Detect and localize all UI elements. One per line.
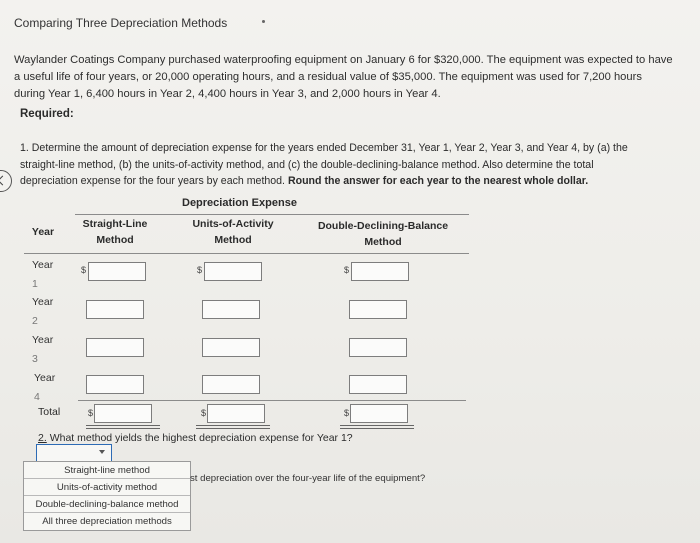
input-total-sl[interactable] xyxy=(94,404,152,423)
dropdown-option-units-of-activity[interactable]: Units-of-activity method xyxy=(24,479,190,496)
row-label-year-1 xyxy=(32,256,53,294)
currency-symbol-total-ddb: $ xyxy=(344,408,350,418)
input-ddb-year-4[interactable] xyxy=(349,375,407,394)
row-label-year-2-num: 2 xyxy=(32,315,38,327)
required-label: Required: xyxy=(20,108,74,120)
total-label: Total xyxy=(38,406,61,418)
row-label-year-3 xyxy=(32,331,53,369)
page-title: Comparing Three Depreciation Methods xyxy=(14,16,228,30)
row-label-year-3-num: 3 xyxy=(32,353,38,365)
input-ua-year-3[interactable] xyxy=(202,338,260,357)
currency-symbol-total-sl: $ xyxy=(88,408,94,418)
question-1-line-1: 1. Determine the amount of depreciation expense for the years ended December 31, Year 1, Year 2, Year 3, and Year 4, by (a) the xyxy=(20,142,628,154)
column-header-double-declining-line-2: Method xyxy=(364,236,402,248)
problem-line-2: a useful life of four years, or 20,000 operating hours, and a residual value of $35,000. The equipment was used for 7,200 hours xyxy=(14,71,642,83)
question-2 xyxy=(38,432,353,444)
row-label-year-3-text: Year xyxy=(32,334,54,346)
currency-symbol-total-ua: $ xyxy=(201,408,207,418)
input-sl-year-1[interactable] xyxy=(88,262,146,281)
question-2-text: What method yields the highest depreciation expense for Year 1? xyxy=(49,432,353,444)
dropdown-option-straight-line[interactable]: Straight-line method xyxy=(24,462,190,479)
row-label-year-1-text: Year xyxy=(32,259,54,271)
row-label-year-4-num: 4 xyxy=(34,391,40,403)
subtotal-rule xyxy=(78,400,466,401)
total-underline-ua xyxy=(196,425,270,426)
group-heading-rule xyxy=(75,214,469,215)
row-label-year-2 xyxy=(32,293,53,331)
question-1-line-3 xyxy=(20,173,690,190)
total-double-underline-sl xyxy=(86,428,160,429)
input-total-ua[interactable] xyxy=(207,404,265,423)
question-1 xyxy=(20,140,690,190)
question-2-select[interactable] xyxy=(36,444,112,462)
column-header-units-of-activity xyxy=(180,216,286,248)
row-label-year-4-text: Year xyxy=(34,372,56,384)
depreciation-expense-heading: Depreciation Expense xyxy=(182,197,297,209)
input-ddb-year-2[interactable] xyxy=(349,300,407,319)
input-ua-year-4[interactable] xyxy=(202,375,260,394)
collapse-panel-chevron-icon[interactable] xyxy=(0,170,12,192)
input-sl-year-2[interactable] xyxy=(86,300,144,319)
currency-symbol-sl: $ xyxy=(81,265,87,275)
header-bottom-rule xyxy=(24,253,469,254)
input-ddb-year-1[interactable] xyxy=(351,262,409,281)
question-2-dropdown-menu xyxy=(23,461,191,531)
row-label-year-1-num: 1 xyxy=(32,278,38,290)
input-sl-year-3[interactable] xyxy=(86,338,144,357)
chevron-down-icon xyxy=(99,450,105,454)
column-header-straight-line-line-2: Method xyxy=(96,234,134,246)
problem-statement xyxy=(14,52,698,103)
input-ua-year-1[interactable] xyxy=(204,262,262,281)
input-total-ddb[interactable] xyxy=(350,404,408,423)
total-double-underline-ddb xyxy=(340,428,414,429)
column-header-double-declining-line-1: Double-Declining-Balance xyxy=(317,220,449,232)
column-header-year: Year xyxy=(31,226,55,238)
input-ddb-year-3[interactable] xyxy=(349,338,407,357)
column-header-units-of-activity-line-1: Units-of-Activity xyxy=(192,218,274,230)
problem-line-1: Waylander Coatings Company purchased waterproofing equipment on January 6 for $320,000. The equipment was expected to have xyxy=(14,54,673,66)
input-sl-year-4[interactable] xyxy=(86,375,144,394)
loading-dot-icon xyxy=(262,20,265,23)
total-double-underline-ua xyxy=(196,428,270,429)
currency-symbol-ua: $ xyxy=(197,265,203,275)
question-1-line-2: straight-line method, (b) the units-of-activity method, and (c) the double-declining-balance method. Also determine the total xyxy=(20,158,594,171)
column-header-straight-line xyxy=(70,216,160,248)
column-header-double-declining xyxy=(300,218,466,250)
problem-line-3: during Year 1, 6,400 hours in Year 2, 4,400 hours in Year 3, and 2,000 hours in Year 4. xyxy=(14,88,441,100)
row-label-year-2-text: Year xyxy=(32,296,54,308)
dropdown-option-all-three[interactable]: All three depreciation methods xyxy=(42,516,172,527)
question-2-number: 2. xyxy=(38,432,47,444)
total-underline-sl xyxy=(86,425,160,426)
currency-symbol-ddb: $ xyxy=(344,265,350,275)
row-label-year-4 xyxy=(34,369,55,407)
column-header-units-of-activity-line-2: Method xyxy=(214,234,252,246)
column-header-straight-line-line-1: Straight-Line xyxy=(82,218,148,230)
dropdown-option-double-declining[interactable]: Double-declining-balance method xyxy=(24,496,190,513)
rounding-instruction: Round the answer for each year to the nearest whole dollar. xyxy=(287,175,589,187)
total-underline-ddb xyxy=(340,425,414,426)
question-1-line-3-text: depreciation expense for the four years by each method. xyxy=(20,175,286,187)
question-3-partial-text: st depreciation over the four-year life of the equipment? xyxy=(190,473,426,484)
input-ua-year-2[interactable] xyxy=(202,300,260,319)
